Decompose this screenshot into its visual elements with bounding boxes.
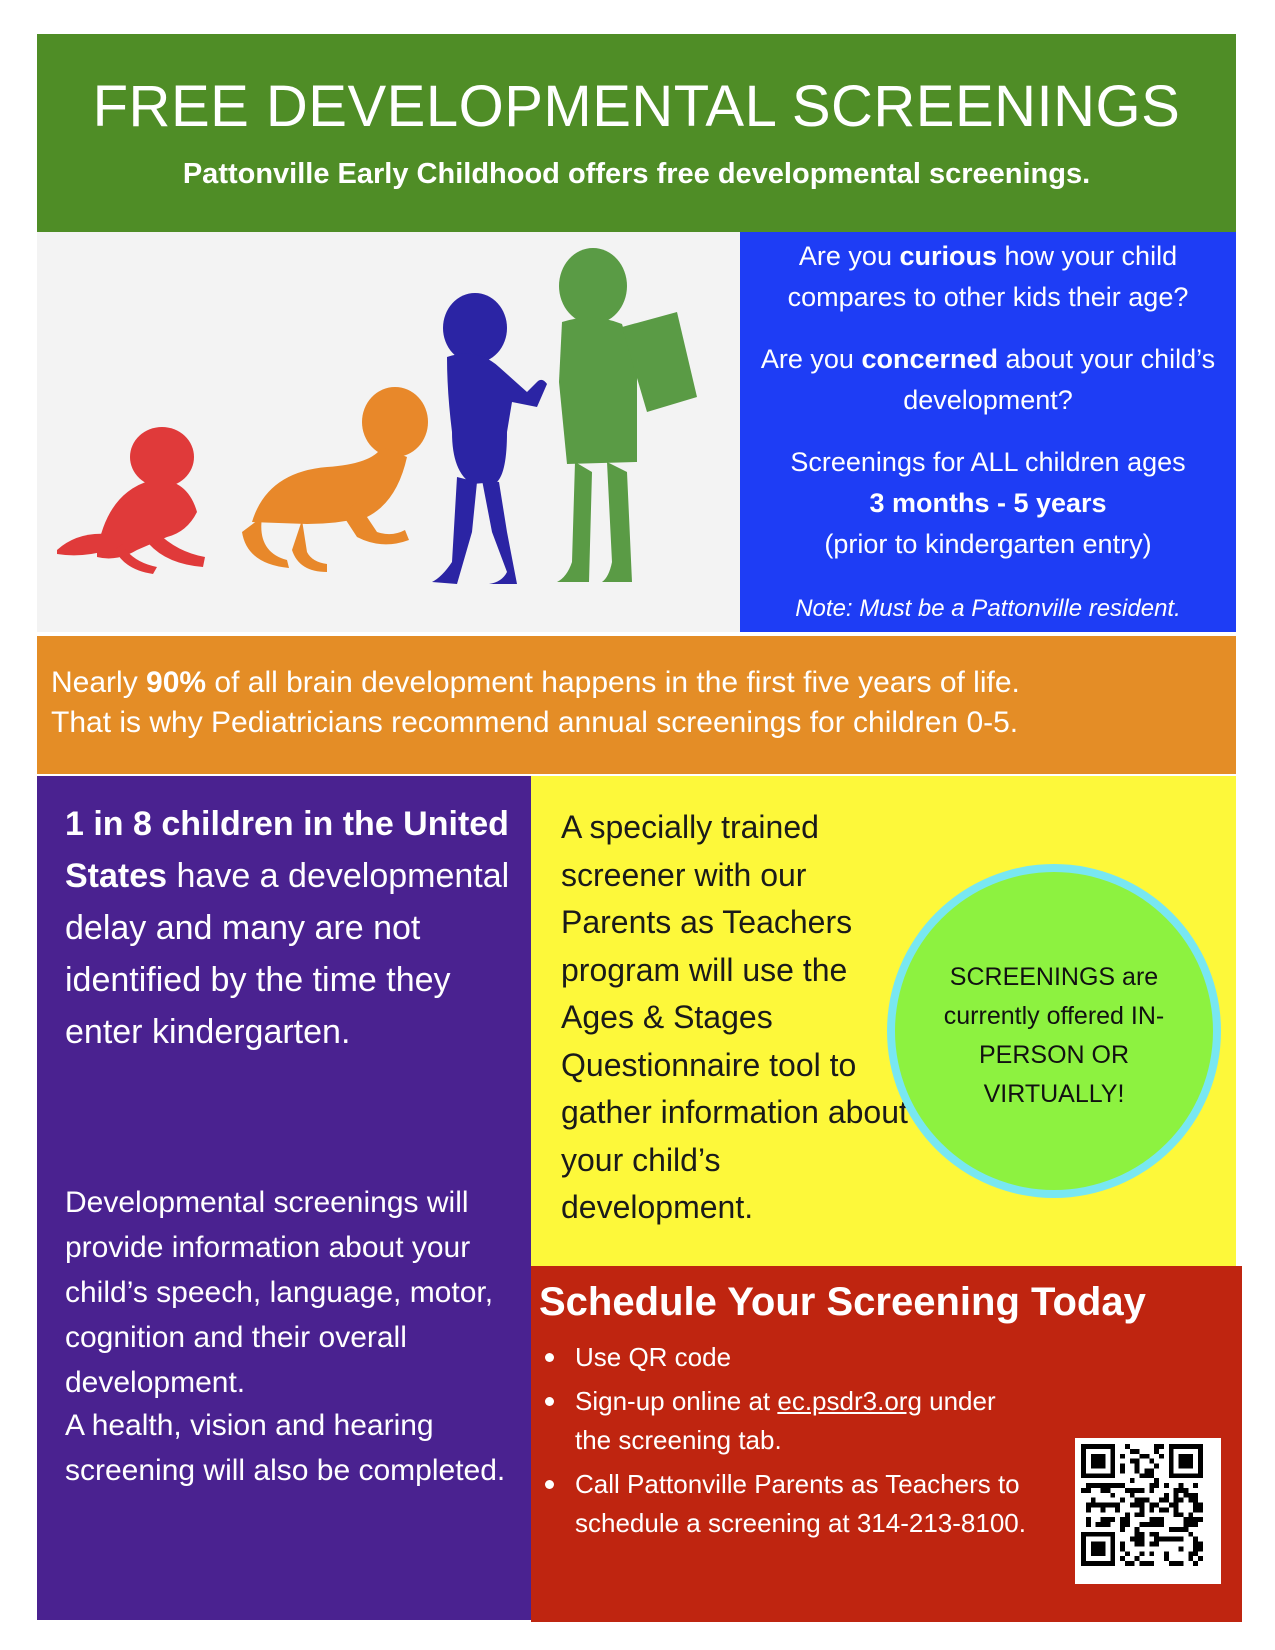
schedule-option-online: Sign-up online at ec.psdr3.org under the screening tab. — [545, 1382, 1035, 1460]
availability-badge — [895, 872, 1213, 1190]
child-growth-silhouettes-image — [37, 232, 740, 632]
baby-on-all-fours-silhouette — [242, 387, 428, 572]
health-screening-paragraph: A health, vision and hearing screening will also be completed. — [65, 1409, 506, 1487]
brain-development-line: Nearly 90% of all brain development happens in the first five years of life. — [51, 666, 1020, 699]
qr-code-icon[interactable] — [1075, 1438, 1221, 1584]
brain-development-banner — [37, 636, 1236, 774]
toddler-walking-silhouette — [432, 293, 547, 584]
screening-info-paragraph: Developmental screenings will provide information about your child’s speech, language, motor, cognition and their overall development. — [65, 1186, 494, 1399]
header-banner — [37, 34, 1236, 232]
delay-facts-column — [37, 776, 531, 1620]
page-subtitle: Pattonville Early Childhood offers free developmental screenings. — [182, 158, 1091, 190]
child-reading-book-silhouette — [557, 248, 697, 582]
screener-info-area — [531, 776, 1236, 1266]
concerned-question: Are you concerned about your child’s development? — [760, 344, 1216, 415]
signup-link[interactable]: ec.psdr3.org — [777, 1386, 922, 1416]
screener-paragraph: A specially trained screener with our Parents as Teachers program will use the Ages & Stages Questionnaire tool to gather information about your child’s development. — [561, 809, 908, 1225]
baby-crawling-silhouette — [57, 427, 205, 574]
curious-question: Are you curious how your child compares to other kids their age? — [787, 241, 1189, 312]
schedule-box — [531, 1266, 1242, 1622]
delay-statistic: 1 in 8 children in the United States have a developmental delay and many are not identified by the time they enter kindergarten. — [65, 805, 510, 1051]
schedule-option-qr: Use QR code — [545, 1338, 1035, 1377]
availability-text: SCREENINGS are currently offered IN-PERSON OR VIRTUALLY! — [943, 963, 1165, 1108]
schedule-options-list — [545, 1338, 1035, 1548]
schedule-option-call: Call Pattonville Parents as Teachers to schedule a screening at 314-213-8100. — [545, 1465, 1035, 1543]
pediatrician-recommendation-line: That is why Pediatricians recommend annual screenings for children 0-5. — [51, 706, 1019, 739]
resident-note: Note: Must be a Pattonville resident. — [795, 595, 1181, 622]
schedule-title: Schedule Your Screening Today — [539, 1280, 1146, 1324]
questions-panel — [740, 232, 1236, 632]
page-title: FREE DEVELOPMENTAL SCREENINGS — [92, 74, 1181, 139]
eligible-ages: Screenings for ALL children ages 3 months - 5 years (prior to kindergarten entry) — [790, 447, 1186, 559]
